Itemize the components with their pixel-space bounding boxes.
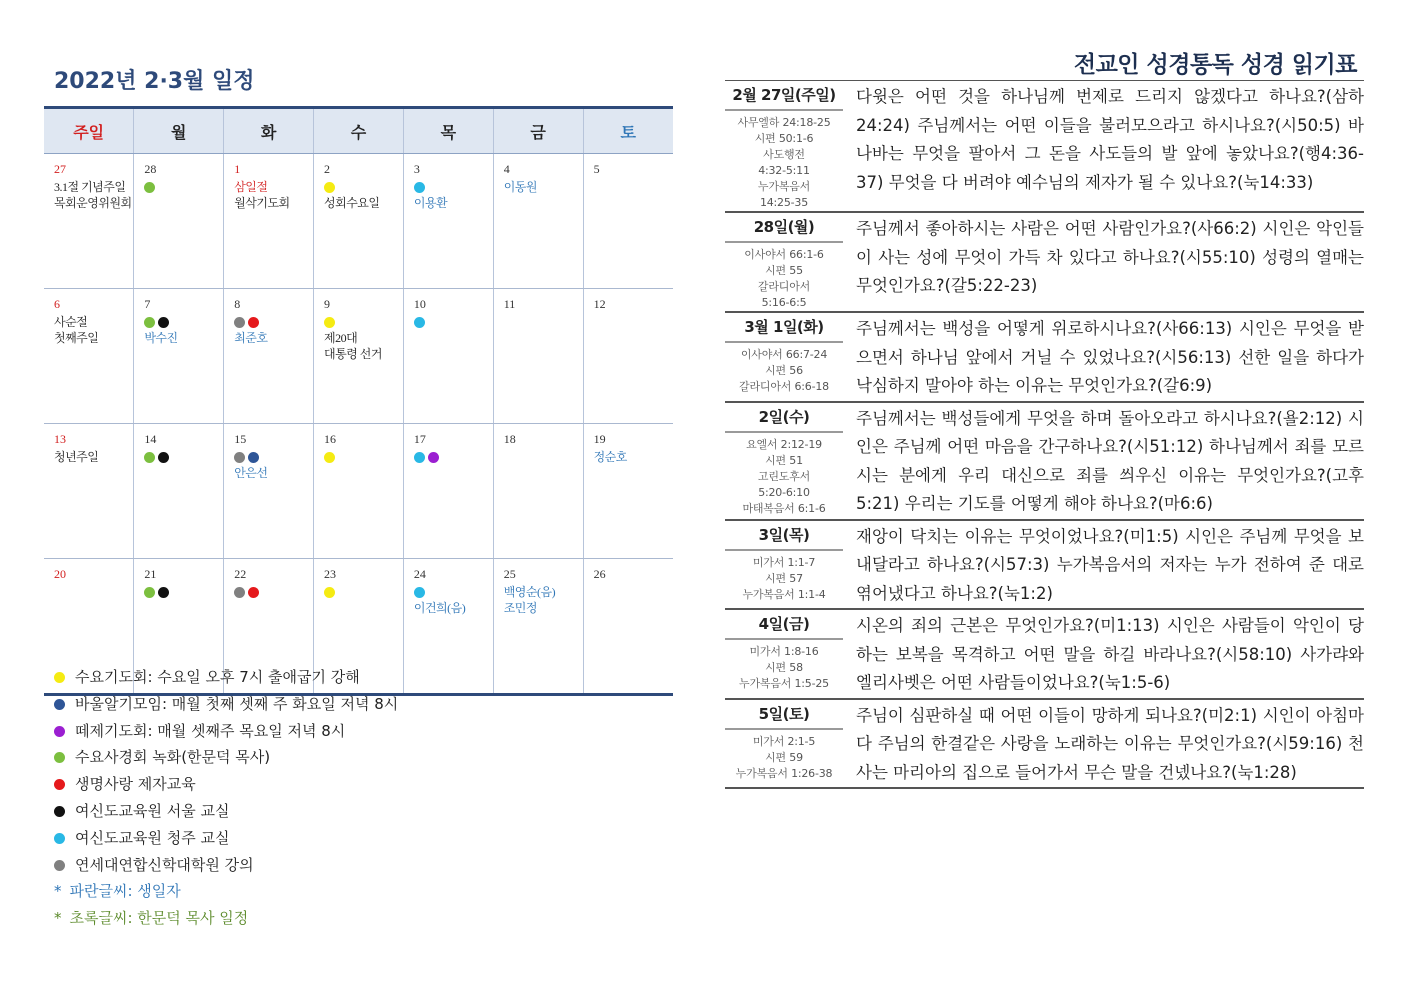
reading-question: 주님께서 좋아하시는 사람은 어떤 사람인가요?(사66:2) 시인은 악인들이 사는 성에 무엇이 가득 차 있다고 하나요?(시55:10) 성령의 열매는 무엇인가요?(갈5:22-23) xyxy=(856,219,1364,295)
reading-plan-row xyxy=(725,313,1364,403)
reading-reference: 시편 55 xyxy=(765,264,803,277)
day-number: 6 xyxy=(54,297,60,311)
event-dot-icon xyxy=(158,317,169,328)
day-number: 3 xyxy=(413,162,420,176)
calendar-event: 3.1절 기념주일 xyxy=(54,180,126,194)
event-dot-icon xyxy=(144,317,155,328)
day-number: 16 xyxy=(324,432,337,446)
event-dots xyxy=(234,584,313,598)
calendar-event: 사순절 xyxy=(54,315,88,329)
legend-dot-icon xyxy=(54,672,65,683)
event-dot-icon xyxy=(414,587,425,598)
reading-reference: 사무엘하 24:18-25 xyxy=(737,116,831,129)
calendar-day-cell xyxy=(314,424,404,559)
reading-question: 주님이 심판하실 때 어떤 이들이 망하게 되나요?(미2:1) 시인이 아침마다 주님의 한결같은 사랑을 노래하는 이유는 무엇인가요?(시59:16) 천사는 마리아의 집으로 들어가서 무슨 말을 건넸나요?(눅1:28) xyxy=(856,705,1364,782)
reading-reference: 미가서 1:8-16 xyxy=(749,645,819,658)
day-number: 18 xyxy=(503,432,516,446)
reading-reference: 사도행전 xyxy=(763,148,805,161)
event-dots xyxy=(324,314,403,328)
reading-reference: 갈라디아서 6:6-18 xyxy=(739,380,829,393)
calendar-week-row xyxy=(44,154,673,289)
reading-references xyxy=(725,734,843,782)
event-dots xyxy=(324,449,403,463)
reading-day: 2일(수) xyxy=(725,403,843,433)
calendar-event: 이건희(음) xyxy=(413,601,466,615)
legend-dot-icon xyxy=(54,833,65,844)
calendar-day-cell xyxy=(583,289,673,424)
calendar-event: 박수진 xyxy=(144,331,178,345)
calendar-day-cell xyxy=(44,424,134,559)
event-dot-icon xyxy=(144,182,155,193)
calendar-day-cell xyxy=(403,559,493,695)
reading-reference: 미가서 1:1-7 xyxy=(752,555,816,569)
event-dot-icon xyxy=(324,587,335,598)
reading-reference: 갈라디아서 xyxy=(757,280,811,293)
legend-note xyxy=(54,878,398,905)
calendar-week-row xyxy=(44,424,673,559)
calendar-event: 조민정 xyxy=(503,601,537,615)
day-number: 10 xyxy=(413,297,426,311)
event-dot-icon xyxy=(234,587,245,598)
reading-plan-row xyxy=(725,403,1364,521)
reading-day-column xyxy=(725,213,843,311)
day-number: 1 xyxy=(234,162,241,176)
calendar-event: 안은선 xyxy=(234,466,268,480)
day-number: 21 xyxy=(144,567,157,581)
calendar-day-cell xyxy=(403,424,493,559)
legend-note xyxy=(54,905,398,932)
legend-item xyxy=(54,771,398,798)
legend-dot-icon xyxy=(54,752,65,763)
legend-dot-icon xyxy=(54,779,65,790)
calendar-event: 이용환 xyxy=(413,196,448,210)
event-dots xyxy=(414,179,493,193)
reading-plan-title: 전교인 성경통독 성경 읽기표 xyxy=(1073,52,1357,78)
reading-reference: 시편 50:1-6 xyxy=(754,132,814,145)
reading-reference: 5:20-6:10 xyxy=(758,485,810,499)
calendar-body xyxy=(44,154,673,695)
day-number: 15 xyxy=(234,432,247,446)
day-number: 13 xyxy=(54,432,66,446)
calendar-day-cell xyxy=(44,154,134,289)
reading-day-column xyxy=(725,700,843,788)
calendar-event: 청년주일 xyxy=(54,450,99,464)
day-number: 5 xyxy=(593,162,600,176)
legend-text: 떼제기도회: 매월 셋째주 목요일 저녁 8시 xyxy=(75,721,346,740)
legend-item xyxy=(54,664,398,691)
event-dots xyxy=(324,179,403,193)
day-number: 28 xyxy=(144,162,157,176)
reading-reference: 미가서 2:1-5 xyxy=(752,734,816,748)
reading-plan-row xyxy=(725,213,1364,313)
calendar-day-cell xyxy=(583,559,673,695)
day-number: 27 xyxy=(54,162,66,176)
reading-reference: 마태복음서 6:1-6 xyxy=(742,501,826,515)
event-dot-icon xyxy=(324,182,335,193)
event-dot-icon xyxy=(248,317,259,328)
reading-day: 4일(금) xyxy=(725,610,843,640)
event-dot-icon xyxy=(248,452,259,463)
legend-text: 여신도교육원 서울 교실 xyxy=(75,801,230,820)
reading-reference: 4:32-5:11 xyxy=(758,164,810,177)
reading-plan-row xyxy=(725,81,1364,213)
event-dot-icon xyxy=(414,182,425,193)
reading-reference: 시편 56 xyxy=(765,364,803,377)
event-dots xyxy=(324,584,403,598)
reading-reference: 14:25-35 xyxy=(759,196,809,209)
calendar-day-cell xyxy=(224,424,314,559)
calendar-day-cell xyxy=(134,289,224,424)
day-number: 23 xyxy=(324,567,337,581)
day-number: 19 xyxy=(593,432,606,446)
reading-reference: 누가복음서 1:5-25 xyxy=(739,677,829,690)
calendar-day-cell xyxy=(493,559,583,695)
calendar-event: 월삭기도회 xyxy=(234,196,290,210)
reading-reference: 이사야서 66:7-24 xyxy=(740,348,828,361)
legend-dot-icon xyxy=(54,699,65,710)
calendar-event: 삼일절 xyxy=(234,180,268,194)
event-dots xyxy=(144,449,223,463)
event-dot-icon xyxy=(428,452,439,463)
legend-text: 연세대연합신학대학원 강의 xyxy=(75,855,254,874)
calendar-event: 제20대 xyxy=(324,331,358,345)
calendar-title: 2022년 2·3월 일정 xyxy=(54,69,255,94)
event-dot-icon xyxy=(324,317,335,328)
calendar-event: 백영순(음) xyxy=(503,585,556,599)
legend-item xyxy=(54,852,398,879)
reading-references xyxy=(725,644,843,692)
legend-note-star: * xyxy=(54,909,62,928)
day-number: 26 xyxy=(593,567,606,581)
calendar-day-cell xyxy=(134,154,224,289)
calendar-day-cell xyxy=(583,154,673,289)
day-number: 11 xyxy=(503,297,516,311)
event-dot-icon xyxy=(414,317,425,328)
reading-day: 3월 1일(화) xyxy=(725,313,843,343)
reading-plan-row xyxy=(725,610,1364,700)
day-number: 17 xyxy=(413,432,426,446)
reading-question: 다윗은 어떤 것을 하나님께 번제로 드리지 않겠다고 하나요?(삼하24:24) 주님께서는 어떤 이들을 불러모으라고 하시나요?(시50:5) 바나바는 무엇을 팔아서 그 돈을 사도들의 발 앞에 놓았나요?(행4:36-37) 무엇을 다 버려야 예수님의 제자가 될 수 있나요?(눅14:33) xyxy=(856,87,1364,192)
event-dot-icon xyxy=(324,452,335,463)
legend-dot-icon xyxy=(54,726,65,737)
day-number: 8 xyxy=(234,297,241,311)
legend-text: 바울알기모임: 매월 첫째 셋째 주 화요일 저녁 8시 xyxy=(75,694,399,713)
calendar-event: 대통령 선거 xyxy=(324,347,382,361)
reading-plan-row xyxy=(725,700,1364,790)
weekday-header-row xyxy=(44,108,673,154)
event-dot-icon xyxy=(158,452,169,463)
reading-day-column xyxy=(725,403,843,519)
reading-plan-row xyxy=(725,521,1364,611)
reading-reference: 누가복음서 1:26-38 xyxy=(735,766,833,780)
reading-reference: 이사야서 66:1-6 xyxy=(744,248,824,261)
calendar-day-cell xyxy=(224,154,314,289)
calendar-day-cell xyxy=(314,154,404,289)
reading-reference: 시편 59 xyxy=(765,750,803,764)
legend-note-text: 초록글씨: 한문덕 목사 일정 xyxy=(69,909,249,928)
day-number: 9 xyxy=(324,297,331,311)
legend-item xyxy=(54,691,398,718)
reading-reference: 시편 57 xyxy=(765,571,803,585)
reading-reference: 고린도후서 xyxy=(757,469,811,483)
legend-item xyxy=(54,798,398,825)
weekday-header: 금 xyxy=(493,108,583,154)
calendar-day-cell xyxy=(224,289,314,424)
legend-item xyxy=(54,718,398,745)
event-dot-icon xyxy=(144,452,155,463)
weekday-header: 월 xyxy=(134,108,224,154)
event-dot-icon xyxy=(414,452,425,463)
calendar-event: 첫째주일 xyxy=(54,331,99,345)
calendar-event: 성회수요일 xyxy=(324,196,380,210)
day-number: 12 xyxy=(593,297,606,311)
calendar-event: 목회운영위원회 xyxy=(54,196,132,210)
calendar-event: 정순호 xyxy=(593,450,627,464)
day-number: 2 xyxy=(324,162,331,176)
calendar-day-cell xyxy=(314,289,404,424)
reading-reference: 요엘서 2:12-19 xyxy=(746,437,822,451)
legend-item xyxy=(54,744,398,771)
reading-references xyxy=(725,247,843,311)
event-dots xyxy=(414,314,493,328)
reading-day-column xyxy=(725,521,843,609)
legend-text: 생명사랑 제자교육 xyxy=(75,775,196,794)
day-number: 24 xyxy=(413,567,426,581)
event-dot-icon xyxy=(144,587,155,598)
reading-question: 시온의 죄의 근본은 무엇인가요?(미1:13) 시인은 사람들이 악인이 당하는 보복을 목격하고 어떤 말을 하길 바라나요?(시58:10) 사가랴와 엘리사벳은 어떤 사람들이었나요?(눅1:5-6) xyxy=(856,616,1364,692)
calendar-event: 이동원 xyxy=(503,180,537,194)
legend-dot-icon xyxy=(54,860,65,871)
reading-plan-table xyxy=(725,80,1364,789)
calendar-day-cell xyxy=(583,424,673,559)
reading-reference: 시편 58 xyxy=(765,661,803,674)
calendar-day-cell xyxy=(493,424,583,559)
reading-day-column xyxy=(725,313,843,401)
event-dot-icon xyxy=(158,587,169,598)
event-dots xyxy=(414,584,493,598)
day-number: 4 xyxy=(503,162,510,176)
reading-reference: 누가복음서 xyxy=(757,180,811,193)
event-dots xyxy=(144,314,223,328)
legend-text: 여신도교육원 청주 교실 xyxy=(75,828,230,847)
reading-question: 주님께서는 백성을 어떻게 위로하시나요?(사66:13) 시인은 무엇을 받으면서 하나님 앞에서 거닐 수 있었나요?(시56:13) 선한 일을 하다가 낙심하지 말아야 하는 이유는 무엇인가요?(갈6:9) xyxy=(856,319,1364,395)
reading-references xyxy=(725,347,843,395)
legend-dot-icon xyxy=(54,806,65,817)
calendar-day-cell xyxy=(44,289,134,424)
calendar-day-cell xyxy=(403,154,493,289)
reading-references xyxy=(725,437,843,517)
reading-day: 2월 27일(주일) xyxy=(725,81,843,111)
weekday-header: 수 xyxy=(314,108,404,154)
legend-note-star: * xyxy=(54,882,62,901)
reading-day: 3일(목) xyxy=(725,521,843,551)
day-number: 7 xyxy=(144,297,151,311)
calendar-day-cell xyxy=(493,289,583,424)
day-number: 25 xyxy=(503,567,516,581)
reading-day: 28일(월) xyxy=(725,213,843,243)
weekday-header: 토 xyxy=(583,108,673,154)
event-dot-icon xyxy=(234,317,245,328)
weekday-header: 목 xyxy=(403,108,493,154)
day-number: 14 xyxy=(144,432,157,446)
event-dots xyxy=(414,449,493,463)
reading-references xyxy=(725,115,843,211)
legend-text: 수요기도회: 수요일 오후 7시 출애굽기 강해 xyxy=(75,668,360,686)
calendar-week-row xyxy=(44,289,673,424)
legend-note-text: 파란글씨: 생일자 xyxy=(69,882,181,901)
event-dot-icon xyxy=(248,587,259,598)
reading-question: 재앙이 닥치는 이유는 무엇이었나요?(미1:5) 시인은 주님께 무엇을 보내달라고 하나요?(시57:3) 누가복음서의 저자는 누가 전하여 준 대로 엮어냈다고 하나요?(눅1:2) xyxy=(856,526,1364,603)
weekday-header: 화 xyxy=(224,108,314,154)
reading-day: 5일(토) xyxy=(725,700,843,730)
weekday-header: 주일 xyxy=(44,108,134,154)
calendar-day-cell xyxy=(403,289,493,424)
calendar-event: 최준호 xyxy=(234,331,268,345)
day-number: 20 xyxy=(54,567,66,581)
calendar-day-cell xyxy=(493,154,583,289)
legend-text: 수요사경회 녹화(한문덕 목사) xyxy=(75,748,271,767)
calendar-day-cell xyxy=(134,424,224,559)
reading-reference: 누가복음서 1:1-4 xyxy=(742,587,826,601)
reading-references xyxy=(725,555,843,603)
reading-question: 주님께서는 백성들에게 무엇을 하며 돌아오라고 하시나요?(욜2:12) 시인은 주님께 어떤 마음을 간구하나요?(시51:12) 하나님께서 죄를 모르시는 분에게 우리 대신으로 죄를 씌우신 이유는 무엇인가요?(고후5:21) 우리는 기도를 어떻게 해야 하나요?(마6:6) xyxy=(856,408,1364,513)
calendar-table xyxy=(44,106,673,696)
event-dot-icon xyxy=(234,452,245,463)
legend xyxy=(54,664,398,932)
reading-day-column xyxy=(725,81,843,211)
reading-day-column xyxy=(725,610,843,698)
event-dots xyxy=(144,584,223,598)
legend-item xyxy=(54,825,398,852)
reading-reference: 시편 51 xyxy=(765,453,803,467)
reading-reference: 5:16-6:5 xyxy=(761,296,807,309)
event-dots xyxy=(234,314,313,328)
event-dots xyxy=(234,449,313,463)
day-number: 22 xyxy=(234,567,247,581)
event-dots xyxy=(144,179,223,193)
